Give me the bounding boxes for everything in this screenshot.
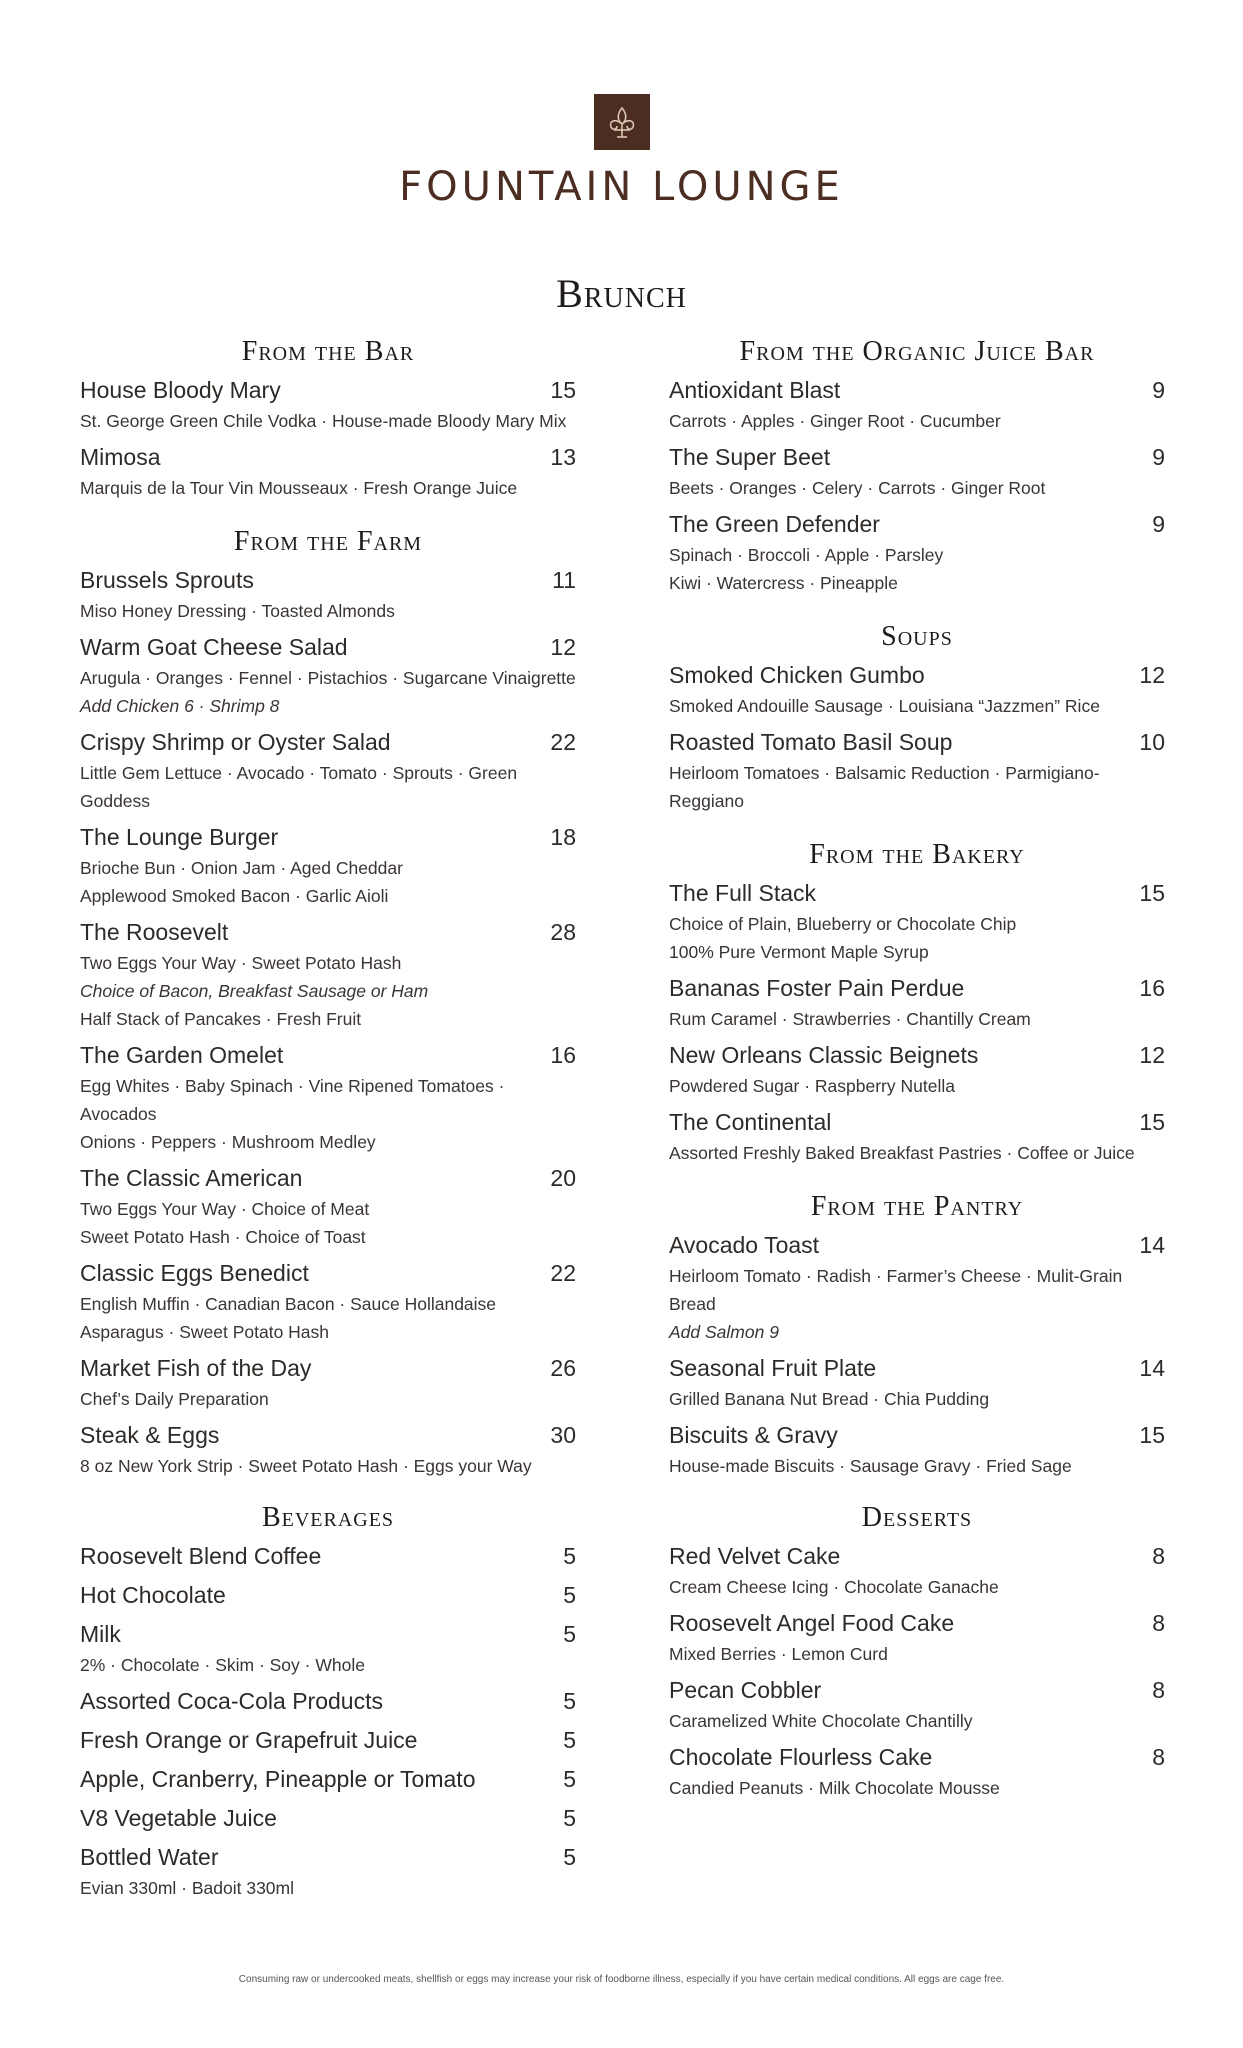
menu-item-bananas-foster-pain-perdue xyxy=(669,972,1165,1033)
menu-item-header xyxy=(80,1162,576,1195)
menu-item-description: Evian 330ml · Badoit 330ml xyxy=(80,1878,294,1898)
menu-item-name: Mimosa xyxy=(80,444,161,470)
menu-item-header xyxy=(80,916,576,949)
section-title: From the Bar xyxy=(241,336,415,367)
menu-item-the-garden-omelet xyxy=(80,1039,576,1156)
food-safety-disclaimer: Consuming raw or undercooked meats, shellfish or eggs may increase your risk of foodborne illness, especially if you have certain medical conditions. All eggs are cage free. xyxy=(238,1974,1005,1985)
menu-item-description: Two Eggs Your Way · Choice of Meat xyxy=(80,1199,370,1219)
section-beverages xyxy=(80,1502,576,1902)
menu-item-price: 12 xyxy=(1139,1042,1165,1068)
section-from-the-farm xyxy=(80,526,576,1480)
menu-item-description: Asparagus · Sweet Potato Hash xyxy=(80,1322,330,1342)
menu-item-price: 15 xyxy=(550,377,576,403)
menu-item-header xyxy=(80,1685,576,1718)
menu-item-the-lounge-burger xyxy=(80,821,576,910)
menu-item-name: Biscuits & Gravy xyxy=(669,1422,838,1448)
right-column xyxy=(669,336,1165,1480)
menu-item-price: 28 xyxy=(550,919,576,945)
menu-item-header xyxy=(80,1618,576,1651)
menu-item-price: 15 xyxy=(1139,880,1165,906)
menu-item-description: Arugula · Oranges · Fennel · Pistachios · Sugarcane Vinaigrette xyxy=(80,668,576,688)
menu-item-house-bloody-mary xyxy=(80,374,576,435)
menu-item-name: The Green Defender xyxy=(669,511,880,537)
desserts-column xyxy=(669,1502,1165,1802)
menu-item-chocolate-flourless-cake xyxy=(669,1741,1165,1802)
menu-item-description: Onions · Peppers · Mushroom Medley xyxy=(80,1132,376,1152)
menu-item-description: Candied Peanuts · Milk Chocolate Mousse xyxy=(669,1778,1000,1798)
menu-item-price: 8 xyxy=(1152,1744,1165,1770)
menu-item-name: House Bloody Mary xyxy=(80,377,281,403)
section-title: Beverages xyxy=(261,1502,395,1533)
menu-item-price: 16 xyxy=(1139,975,1165,1001)
menu-item-description: 2% · Chocolate · Skim · Soy · Whole xyxy=(80,1655,365,1675)
menu-item-price: 10 xyxy=(1139,729,1165,755)
menu-item-description: Grilled Banana Nut Bread · Chia Pudding xyxy=(669,1389,990,1409)
menu-item-steak-eggs xyxy=(80,1419,576,1480)
menu-item-name: Roosevelt Blend Coffee xyxy=(80,1543,322,1569)
menu-item-classic-eggs-benedict xyxy=(80,1257,576,1346)
menu-item-name: The Garden Omelet xyxy=(80,1042,284,1068)
menu-item-price: 8 xyxy=(1152,1677,1165,1703)
menu-item-description: Assorted Freshly Baked Breakfast Pastries · Coffee or Juice xyxy=(669,1143,1135,1163)
menu-item-name: Bottled Water xyxy=(80,1844,219,1870)
menu-item-price: 11 xyxy=(552,567,576,593)
menu-item-header xyxy=(80,1540,576,1573)
menu-item-name: Hot Chocolate xyxy=(80,1582,226,1608)
menu-item-header xyxy=(669,972,1165,1005)
menu-item-v8-vegetable-juice xyxy=(80,1802,576,1835)
menu-item-description: Brioche Bun · Onion Jam · Aged Cheddar xyxy=(80,858,403,878)
menu-item-name: Pecan Cobbler xyxy=(669,1677,822,1703)
section-title: Desserts xyxy=(861,1502,973,1533)
menu-item-name: The Continental xyxy=(669,1109,832,1135)
menu-item-price: 14 xyxy=(1139,1232,1165,1258)
menu-item-name: Red Velvet Cake xyxy=(669,1543,841,1569)
menu-item-header xyxy=(669,726,1165,759)
menu-item-price: 5 xyxy=(563,1766,576,1792)
section-desserts xyxy=(669,1502,1165,1802)
menu-item-header xyxy=(80,631,576,664)
menu-item-description: 100% Pure Vermont Maple Syrup xyxy=(669,942,929,962)
menu-item-roosevelt-angel-food-cake xyxy=(669,1607,1165,1668)
menu-item-pecan-cobbler xyxy=(669,1674,1165,1735)
menu-item-header xyxy=(80,1419,576,1452)
menu-item-header xyxy=(669,1229,1165,1262)
menu-item-header xyxy=(80,1579,576,1612)
menu-item-roosevelt-blend-coffee xyxy=(80,1540,576,1573)
menu-item-description: Heirloom Tomatoes · Balsamic Reduction · Parmigiano-Reggiano xyxy=(669,763,1100,811)
menu-item-description: Little Gem Lettuce · Avocado · Tomato · Sprouts · Green Goddess xyxy=(80,763,518,811)
menu-item-description: Beets · Oranges · Celery · Carrots · Ginger Root xyxy=(669,478,1046,498)
menu-item-description: Two Eggs Your Way · Sweet Potato Hash xyxy=(80,953,402,973)
menu-item-description: Egg Whites · Baby Spinach · Vine Ripened Tomatoes · Avocados xyxy=(80,1076,505,1124)
menu-item-the-roosevelt xyxy=(80,916,576,1033)
menu-item-smoked-chicken-gumbo xyxy=(669,659,1165,720)
section-title: From the Organic Juice Bar xyxy=(739,336,1095,367)
menu-item-fresh-orange-or-grapefruit-juice xyxy=(80,1724,576,1757)
menu-item-price: 13 xyxy=(550,444,576,470)
menu-item-price: 8 xyxy=(1152,1543,1165,1569)
logo-wordmark: FOUNTAIN LOUNGE xyxy=(399,164,844,210)
menu-item-name: Assorted Coca-Cola Products xyxy=(80,1688,383,1714)
menu-item-the-classic-american xyxy=(80,1162,576,1251)
menu-item-price: 5 xyxy=(563,1727,576,1753)
menu-item-name: The Lounge Burger xyxy=(80,824,279,850)
left-column xyxy=(80,336,576,1480)
menu-item-description: Miso Honey Dressing · Toasted Almonds xyxy=(80,601,395,621)
menu-item-price: 14 xyxy=(1139,1355,1165,1381)
menu-item-price: 9 xyxy=(1152,377,1165,403)
menu-item-description: St. George Green Chile Vodka · House-made Bloody Mary Mix xyxy=(80,411,567,431)
menu-item-name: Steak & Eggs xyxy=(80,1422,220,1448)
menu-item-header xyxy=(80,374,576,407)
menu-item-header xyxy=(80,441,576,474)
menu-item-mimosa xyxy=(80,441,576,502)
menu-item-name: Classic Eggs Benedict xyxy=(80,1260,309,1286)
section-title: From the Bakery xyxy=(809,839,1025,870)
menu-item-header xyxy=(80,1802,576,1835)
section-from-the-pantry xyxy=(669,1191,1165,1480)
menu-item-brussels-sprouts xyxy=(80,564,576,625)
menu-item-header xyxy=(669,1352,1165,1385)
menu-item-description: Caramelized White Chocolate Chantilly xyxy=(669,1711,973,1731)
menu-item-price: 12 xyxy=(1139,662,1165,688)
menu-item-price: 15 xyxy=(1139,1109,1165,1135)
menu-item-name: Chocolate Flourless Cake xyxy=(669,1744,933,1770)
menu-item-price: 26 xyxy=(550,1355,576,1381)
menu-item-header xyxy=(80,821,576,854)
menu-item-market-fish-of-the-day xyxy=(80,1352,576,1413)
menu-item-roasted-tomato-basil-soup xyxy=(669,726,1165,815)
menu-item-name: The Roosevelt xyxy=(80,919,229,945)
menu-item-milk xyxy=(80,1618,576,1679)
menu-item-header xyxy=(669,1741,1165,1774)
section-soups xyxy=(669,621,1165,815)
menu-item-addon: Add Salmon 9 xyxy=(669,1322,779,1342)
menu-item-name: Roasted Tomato Basil Soup xyxy=(669,729,953,755)
menu-item-the-full-stack xyxy=(669,877,1165,966)
section-from-the-bar xyxy=(80,336,576,502)
menu-item-header xyxy=(669,1540,1165,1573)
menu-item-name: Warm Goat Cheese Salad xyxy=(80,634,348,660)
menu-item-red-velvet-cake xyxy=(669,1540,1165,1601)
menu-item-name: Apple, Cranberry, Pineapple or Tomato xyxy=(80,1766,476,1792)
menu-item-seasonal-fruit-plate xyxy=(669,1352,1165,1413)
menu-item-description: Mixed Berries · Lemon Curd xyxy=(669,1644,888,1664)
menu-item-name: Bananas Foster Pain Perdue xyxy=(669,975,965,1001)
menu-item-description: Smoked Andouille Sausage · Louisiana “Jazzmen” Rice xyxy=(669,696,1100,716)
menu-item-price: 5 xyxy=(563,1805,576,1831)
menu-item-name: V8 Vegetable Juice xyxy=(80,1805,277,1831)
menu-item-price: 22 xyxy=(550,729,576,755)
menu-item-price: 12 xyxy=(550,634,576,660)
menu-item-name: Seasonal Fruit Plate xyxy=(669,1355,877,1381)
menu-item-price: 5 xyxy=(563,1844,576,1870)
menu-item-warm-goat-cheese-salad xyxy=(80,631,576,720)
menu-item-description: Kiwi · Watercress · Pineapple xyxy=(669,573,898,593)
menu-item-header xyxy=(80,1724,576,1757)
menu-item-biscuits-gravy xyxy=(669,1419,1165,1480)
menu-item-the-green-defender xyxy=(669,508,1165,597)
menu-item-price: 9 xyxy=(1152,444,1165,470)
section-organic-juice-bar xyxy=(669,336,1165,597)
menu-item-name: Brussels Sprouts xyxy=(80,567,254,593)
beverages-column xyxy=(80,1502,576,1902)
menu-item-price: 15 xyxy=(1139,1422,1165,1448)
menu-item-description: Sweet Potato Hash · Choice of Toast xyxy=(80,1227,366,1247)
menu-item-name: The Super Beet xyxy=(669,444,831,470)
menu-item-header xyxy=(669,1419,1165,1452)
menu-item-description: Carrots · Apples · Ginger Root · Cucumber xyxy=(669,411,1001,431)
menu-item-header xyxy=(80,1039,576,1072)
menu-item-description: Choice of Plain, Blueberry or Chocolate Chip xyxy=(669,914,1017,934)
menu-item-description: Half Stack of Pancakes · Fresh Fruit xyxy=(80,1009,362,1029)
menu-item-price: 5 xyxy=(563,1688,576,1714)
menu-item-price: 9 xyxy=(1152,511,1165,537)
menu-item-name: New Orleans Classic Beignets xyxy=(669,1042,979,1068)
menu-item-name: Fresh Orange or Grapefruit Juice xyxy=(80,1727,418,1753)
menu-item-addon: Choice of Bacon, Breakfast Sausage or Ham xyxy=(80,981,429,1001)
fleur-de-lis-icon xyxy=(594,94,650,150)
menu-item-assorted-coca-cola-products xyxy=(80,1685,576,1718)
menu-item-price: 5 xyxy=(563,1621,576,1647)
logo xyxy=(0,94,1243,210)
section-title: From the Farm xyxy=(233,526,423,557)
menu-item-name: Antioxidant Blast xyxy=(669,377,841,403)
menu-item-description: Applewood Smoked Bacon · Garlic Aioli xyxy=(80,886,389,906)
menu-item-description: House-made Biscuits · Sausage Gravy · Fried Sage xyxy=(669,1456,1072,1476)
menu-item-price: 22 xyxy=(550,1260,576,1286)
menu-item-description: Marquis de la Tour Vin Mousseaux · Fresh Orange Juice xyxy=(80,478,518,498)
menu-item-header xyxy=(80,1257,576,1290)
menu-item-header xyxy=(669,877,1165,910)
menu-item-addon: Add Chicken 6 · Shrimp 8 xyxy=(80,696,280,716)
menu-item-header xyxy=(669,1674,1165,1707)
menu-item-header xyxy=(669,1039,1165,1072)
menu-item-name: Milk xyxy=(80,1621,121,1647)
menu-item-header xyxy=(669,508,1165,541)
menu-item-price: 5 xyxy=(563,1582,576,1608)
menu-item-the-continental xyxy=(669,1106,1165,1167)
menu-item-header xyxy=(669,1607,1165,1640)
menu-item-name: Smoked Chicken Gumbo xyxy=(669,662,925,688)
menu-item-header xyxy=(80,1352,576,1385)
menu-item-description: Cream Cheese Icing · Chocolate Ganache xyxy=(669,1577,999,1597)
menu-item-description: English Muffin · Canadian Bacon · Sauce Hollandaise xyxy=(80,1294,497,1314)
menu-item-antioxidant-blast xyxy=(669,374,1165,435)
section-title: Soups xyxy=(881,621,953,652)
menu-item-the-super-beet xyxy=(669,441,1165,502)
menu-item-description: Rum Caramel · Strawberries · Chantilly Cream xyxy=(669,1009,1031,1029)
menu-item-description: Chef’s Daily Preparation xyxy=(80,1389,269,1409)
menu-item-price: 20 xyxy=(550,1165,576,1191)
menu-item-name: Roosevelt Angel Food Cake xyxy=(669,1610,955,1636)
menu-item-price: 16 xyxy=(550,1042,576,1068)
menu-item-name: Market Fish of the Day xyxy=(80,1355,312,1381)
menu-item-header xyxy=(80,1763,576,1796)
menu-item-bottled-water xyxy=(80,1841,576,1902)
menu-item-description: 8 oz New York Strip · Sweet Potato Hash · Eggs your Way xyxy=(80,1456,532,1476)
menu-item-description: Spinach · Broccoli · Apple · Parsley xyxy=(669,545,944,565)
menu-item-header xyxy=(669,441,1165,474)
menu-item-price: 30 xyxy=(550,1422,576,1448)
menu-item-description: Powdered Sugar · Raspberry Nutella xyxy=(669,1076,955,1096)
menu-item-name: Crispy Shrimp or Oyster Salad xyxy=(80,729,391,755)
menu-item-apple-cranberry-pineapple-or-tomato xyxy=(80,1763,576,1796)
section-title: From the Pantry xyxy=(810,1191,1024,1222)
menu-item-hot-chocolate xyxy=(80,1579,576,1612)
menu-item-price: 5 xyxy=(563,1543,576,1569)
menu-item-header xyxy=(80,564,576,597)
menu-item-header xyxy=(80,1841,576,1874)
page-title: Brunch xyxy=(556,271,687,316)
menu-item-price: 18 xyxy=(550,824,576,850)
menu-item-name: The Classic American xyxy=(80,1165,303,1191)
menu-item-header xyxy=(80,726,576,759)
menu-item-new-orleans-classic-beignets xyxy=(669,1039,1165,1100)
menu-item-price: 8 xyxy=(1152,1610,1165,1636)
menu-item-name: The Full Stack xyxy=(669,880,816,906)
section-from-the-bakery xyxy=(669,839,1165,1167)
menu-item-header xyxy=(669,374,1165,407)
menu-item-header xyxy=(669,1106,1165,1139)
menu-item-header xyxy=(669,659,1165,692)
menu-item-description: Heirloom Tomato · Radish · Farmer’s Cheese · Mulit-Grain Bread xyxy=(669,1266,1123,1314)
menu-item-avocado-toast xyxy=(669,1229,1165,1346)
menu-item-name: Avocado Toast xyxy=(669,1232,820,1258)
menu-item-crispy-shrimp-or-oyster-salad xyxy=(80,726,576,815)
